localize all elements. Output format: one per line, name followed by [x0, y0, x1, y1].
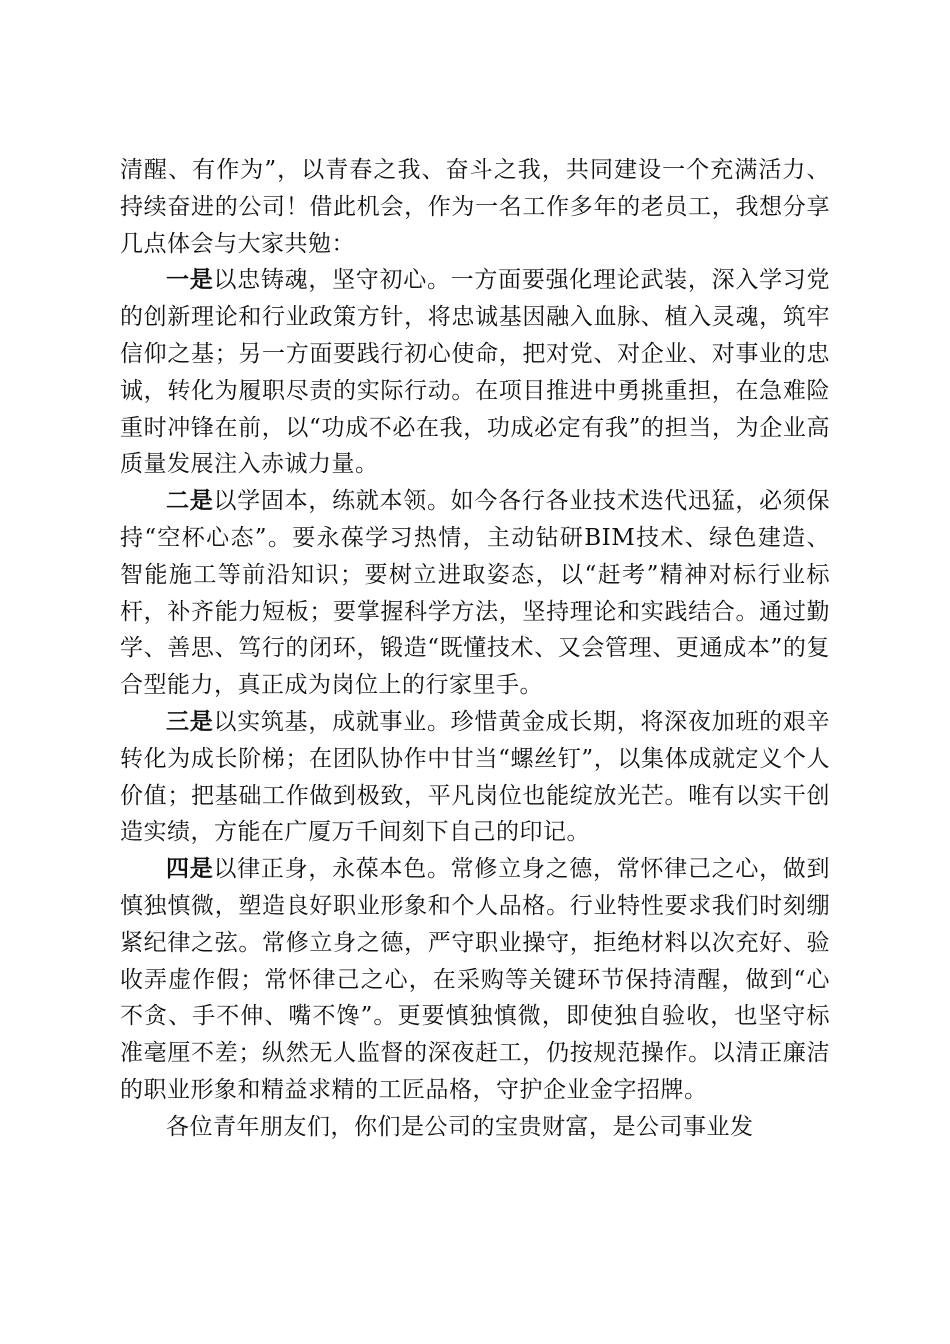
paragraph-text: 各位青年朋友们，你们是公司的宝贵财富，是公司事业发 — [166, 1113, 754, 1140]
document-body — [120, 152, 830, 1146]
paragraph-point-three — [120, 704, 830, 851]
paragraph-point-two — [120, 483, 830, 704]
paragraph-lead: 二是 — [166, 487, 214, 515]
paragraph-text: 清醒、有作为”，以青春之我、奋斗之我，共同建设一个充满活力、持续奋进的公司！借此机会，作为一名工作多年的老员工，我想分享几点体会与大家共勉： — [120, 157, 830, 257]
paragraph-lead: 四是 — [166, 855, 214, 883]
paragraph-text: 以忠铸魂，坚守初心。一方面要强化理论武装，深入学习党的创新理论和行业政策方针，将忠诚基因融入血脉、植入灵魂，筑牢信仰之基；另一方面要践行初心使命，把对党、对企业、对事业的忠诚，转化为履职尽责的实际行动。在项目推进中勇挑重担，在急难险重时冲锋在前，以“功成不必在我，功成必定有我”的担当，为企业高质量发展注入赤诚力量。 — [120, 267, 831, 478]
paragraph-point-one — [120, 262, 830, 483]
paragraph-text: 以学固本，练就本领。如今各行各业技术迭代迅猛，必须保持“空杯心态”。要永葆学习热情，主动钻研BIM技术、绿色建造、智能施工等前沿知识；要树立进取姿态，以“赶考”精神对标行业标杆，补齐能力短板；要掌握科学方法，坚持理论和实践结合。通过勤学、善思、笃行的闭环，锻造“既懂技术、又会管理、更通成本”的复合型能力，真正成为岗位上的行家里手。 — [120, 488, 831, 699]
paragraph-text: 以实筑基，成就事业。珍惜黄金成长期，将深夜加班的艰辛转化为成长阶梯；在团队协作中甘当“螺丝钉”，以集体成就定义个人价值；把基础工作做到极致，平凡岗位也能绽放光芒。唯有以实干创造实绩，方能在广厦万千间刻下自己的印记。 — [120, 708, 831, 846]
paragraph-lead: 一是 — [166, 266, 214, 294]
paragraph-lead: 三是 — [166, 707, 214, 735]
paragraph-closing — [120, 1109, 830, 1146]
paragraph-intro — [120, 152, 830, 262]
paragraph-text: 以律正身，永葆本色。常修立身之德，常怀律己之心，做到慎独慎微，塑造良好职业形象和个人品格。行业特性要求我们时刻绷紧纪律之弦。常修立身之德，严守职业操守，拒绝材料以次充好、验收弄虚作假；常怀律己之心，在采购等关键环节保持清醒，做到“心不贪、手不伸、嘴不馋”。更要慎独慎微，即使独自验收，也坚守标准毫厘不差；纵然无人监督的深夜赶工，仍按规范操作。以清正廉洁的职业形象和精益求精的工匠品格，守护企业金字招牌。 — [120, 856, 831, 1103]
paragraph-point-four — [120, 851, 830, 1109]
